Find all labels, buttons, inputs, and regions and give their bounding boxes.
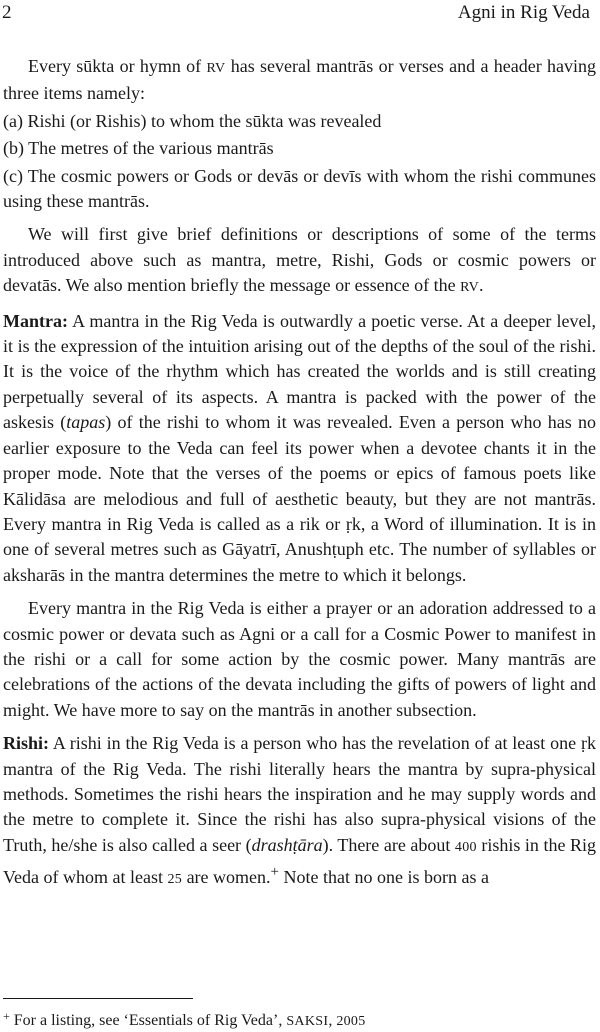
women-rishi-count: 25	[167, 872, 183, 888]
intro-rv-abbrev: RV	[206, 61, 226, 76]
rishi-term: Rishi:	[3, 733, 50, 754]
footnote-text-b: ,	[328, 1012, 337, 1029]
footnote-mark: +	[3, 1009, 10, 1023]
intro-paragraph	[3, 54, 596, 107]
page-header	[0, 2, 600, 28]
rishi-text-d: are women.	[182, 867, 271, 888]
definitions-text-b: .	[479, 275, 484, 296]
running-title: Agni in Rig Veda	[457, 2, 590, 23]
rishi-drashtara-term: drashṭāra	[251, 834, 323, 855]
intro-text-b: has several mantrās or verses and a header having three items namely:	[3, 56, 596, 104]
footnote-reference-mark: +	[270, 864, 279, 881]
footnote-text-a: For a listing, see ‘Essentials of Rig Veda’,	[13, 1012, 287, 1029]
definitions-rv-abbrev: RV	[460, 280, 480, 296]
mantra-prayer-paragraph: Every mantra in the Rig Veda is either a prayer or an adoration addressed to a cosmic power or devata such as Agni or a call for a Cosmic Power to manifest in the rishi or a call for some action by the cosmic power. Many mantrās are celebrations of the actions of the devata including the gifts of powers of light and might. We have more to say on the mantrās in another subsection.	[3, 598, 596, 720]
header-item-a: (a) Rishi (or Rishis) to whom the sūkta was revealed	[3, 110, 382, 131]
footnote	[3, 1006, 366, 1032]
rishi-text-e: Note that no one is born as a	[279, 867, 489, 888]
header-item-b: (b) The metres of the various mantrās	[3, 138, 274, 159]
definitions-paragraph	[3, 222, 596, 300]
footnote-saksi: SAKSI	[286, 1014, 329, 1029]
mantra-text-a: A mantra in the Rig Veda is outwardly a poetic verse. At a deeper level, it is the expression of the intuition arising out of the depths of the soul of the rishi. It is the voice of the rhythm which has created the worlds and is still creating perpetually several of its aspects. A mantra is packed with the power of the askesis (	[3, 310, 596, 433]
mantra-paragraph	[3, 309, 596, 588]
footnote-year: 2005	[336, 1014, 366, 1029]
rishi-text-c: rishis in the Rig Veda of whom at least	[3, 834, 596, 888]
header-item-c: (c) The cosmic powers or Gods or devās or devīs with whom the rishi communes using these mantrās.	[3, 165, 596, 212]
page-number: 2	[2, 2, 12, 23]
rishi-text-b: ). There are about	[322, 834, 455, 855]
mantra-term: Mantra:	[3, 310, 68, 331]
definitions-text-a: We will first give brief definitions or descriptions of some of the terms introduced above such as mantra, metre, Rishi, Gods or cosmic powers or devatās. We also mention briefly the message or essence of the	[3, 224, 596, 296]
intro-text-a: Every sūkta or hymn of	[28, 56, 207, 76]
footnote-divider	[3, 998, 193, 999]
mantra-text-b: ) of the rishi to whom it was revealed. Even a person who has no earlier exposure to the Veda can feel its power when a devotee chants it in the proper mode. Note that the verses of the poems or epics of famous poets like Kālidāsa are melodious and full of aesthetic beauty, but they are not mantrās. Every mantra in Rig Veda is called as a rik or ṛk, a Word of illumination. It is in one of several metres such as Gāyatrī, Anushṭuph etc. The number of syllables or aksharās in the mantra determines the metre to which it belongs.	[3, 412, 596, 585]
body-text	[3, 54, 596, 893]
rishi-text-a: A rishi in the Rig Veda is a person who has the revelation of at least one ṛk mantra of the Rig Veda. The rishi literally hears the mantra by supra-physical methods. Sometimes the rishi hears the inspiration and he may supply words and the metre to complete it. Since the rishi has also supra-physical visions of the Truth, he/she is also called a seer (	[3, 733, 596, 855]
rishi-count: 400	[454, 839, 477, 855]
mantra-tapas-term: tapas	[66, 412, 106, 433]
rishi-paragraph	[3, 731, 596, 892]
